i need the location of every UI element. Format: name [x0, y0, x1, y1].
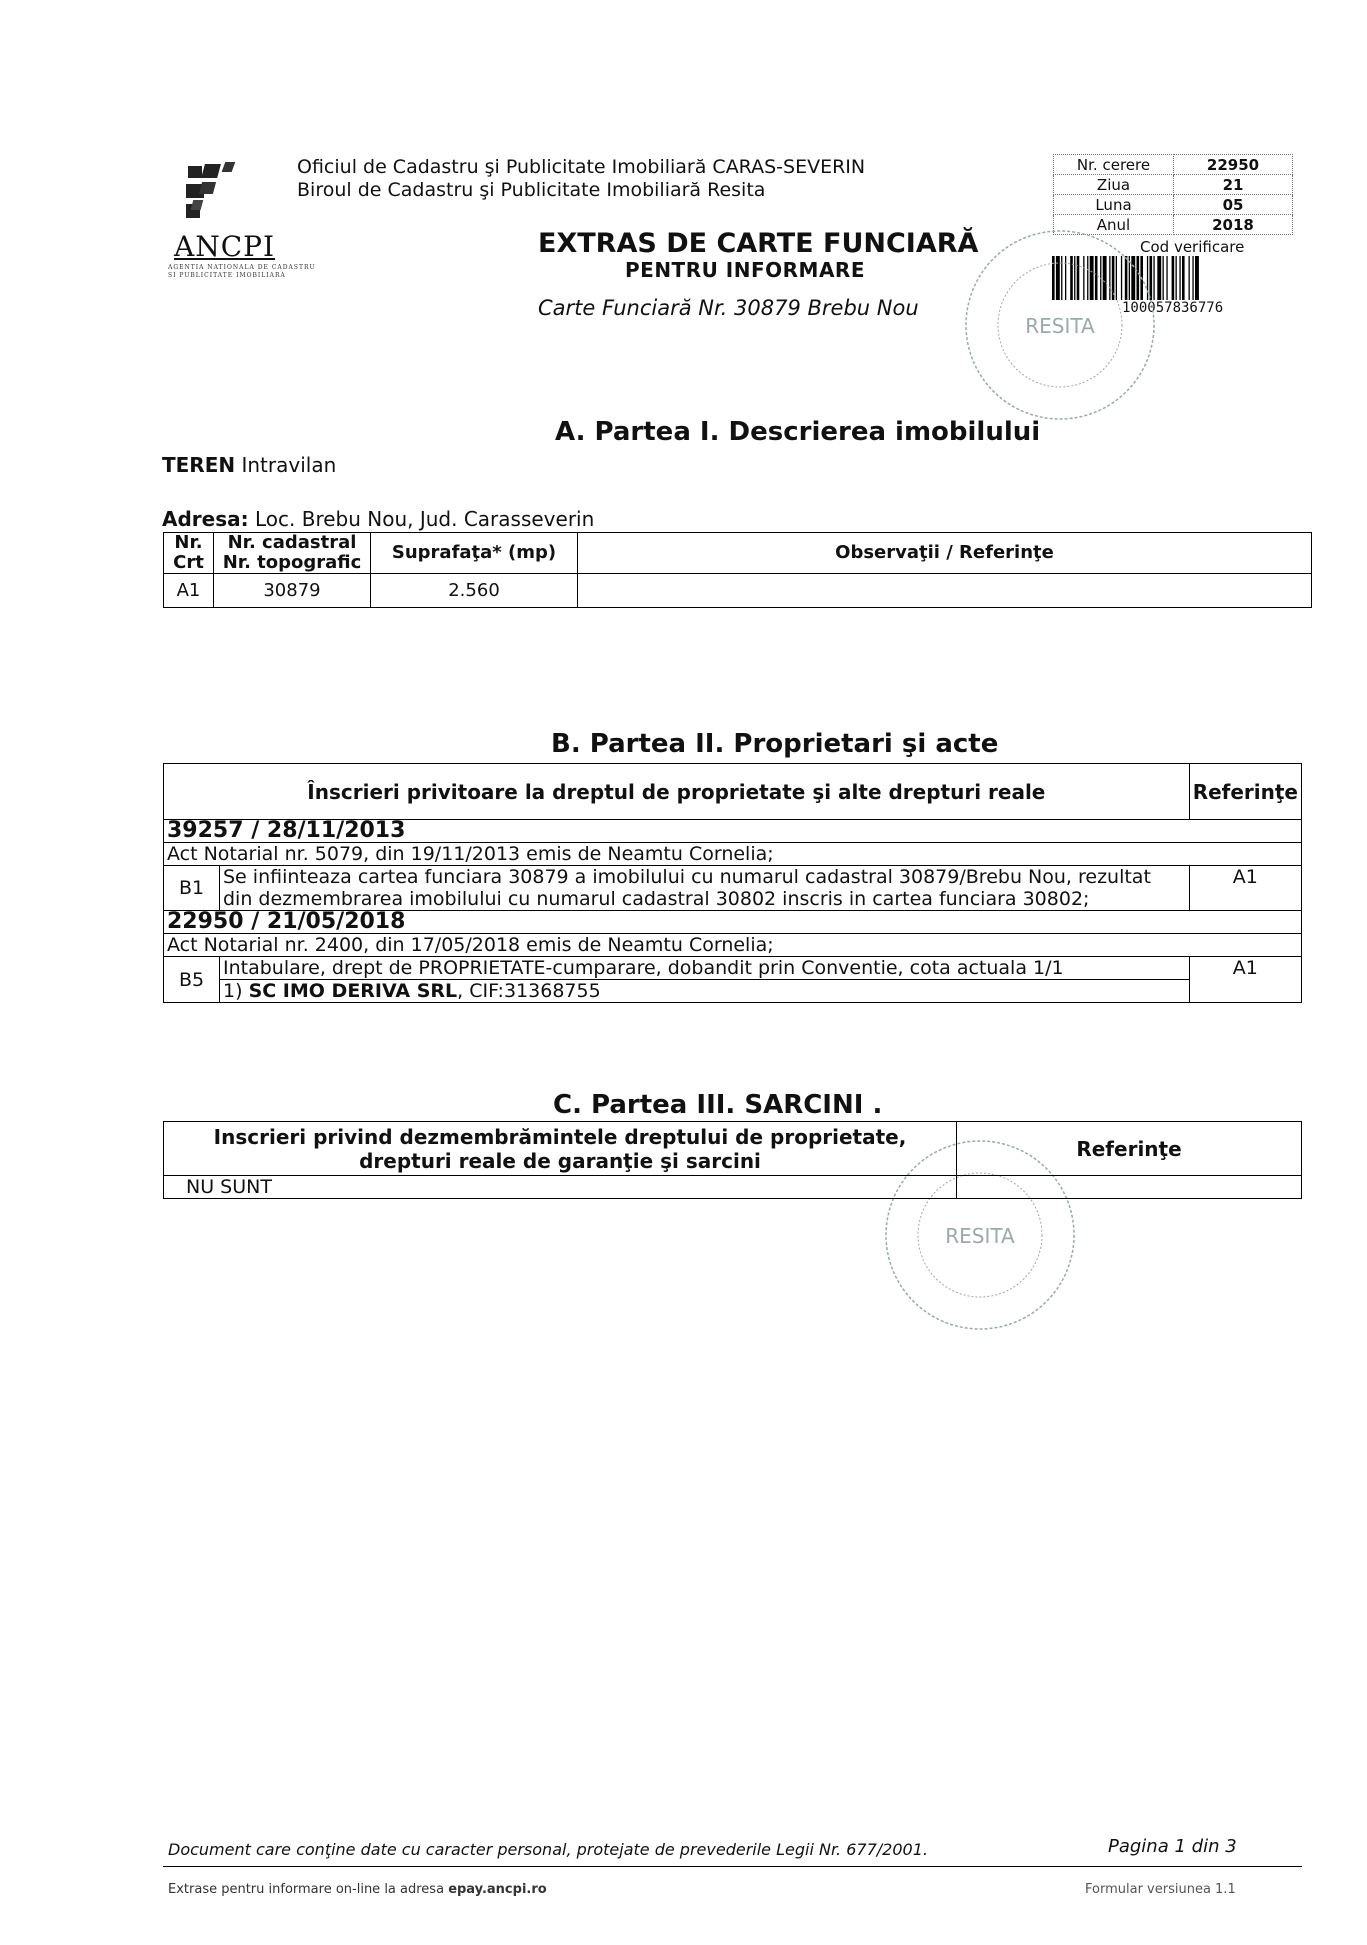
col-entries: Înscrieri privitoare la dreptul de proprietate şi alte drepturi reale [164, 764, 1190, 820]
entry-reference: A1 [1189, 866, 1301, 911]
act-row [164, 934, 1302, 957]
registration-row [164, 820, 1302, 843]
act-description: Act Notarial nr. 5079, din 19/11/2013 emis de Neamtu Cornelia; [164, 843, 1302, 866]
document-subtitle: PENTRU INFORMARE [625, 258, 865, 282]
property-table [163, 532, 1312, 608]
office-line-2: Biroul de Cadastru şi Publicitate Imobiliară Resita [297, 179, 766, 201]
address-value: Loc. Brebu Nou, Jud. Carasseverin [254, 507, 595, 531]
ancpi-logo [168, 160, 318, 290]
col-cadastral-label: Nr. cadastral [227, 532, 357, 553]
footer-url-line [168, 1882, 547, 1897]
request-value: 2018 [1174, 215, 1293, 235]
footer-url-prefix: Extrase pentru informare on-line la adresa [168, 1882, 445, 1897]
document-title: EXTRAS DE CARTE FUNCIARĂ [538, 228, 979, 259]
request-value: 05 [1174, 195, 1293, 215]
entry-reference: A1 [1189, 957, 1301, 1003]
owner-name: SC IMO DERIVA SRL [248, 980, 458, 1002]
entry-number: B1 [164, 866, 220, 911]
cell-observations [578, 574, 1312, 608]
col-encumbrances-line-1: Inscrieri privind dezmembrămintele dreptului de proprietate, [213, 1124, 907, 1149]
ancpi-logo-icon [178, 160, 268, 230]
owner-cif: , CIF:31368755 [457, 980, 601, 1002]
registration-number: 22950 / 21/05/2018 [164, 911, 1302, 934]
land-type [162, 453, 336, 477]
part1-title: A. Partea I. Descrierea imobilului [555, 417, 1041, 447]
owner [220, 980, 1190, 1003]
part2-title: B. Partea II. Proprietari şi acte [551, 729, 999, 759]
logo-subtext: AGENTIA NATIONALA DE CADASTRU SI PUBLICITATE IMOBILIARA [168, 264, 316, 279]
col-area: Suprafaţa* (mp) [371, 533, 578, 574]
encumbrances-table [163, 1121, 1302, 1199]
table-row [164, 574, 1312, 608]
stamp-inner-text: RESITA [945, 1224, 1015, 1248]
stamp-inner-text: RESITA [1025, 314, 1095, 338]
footer-note: Document care conţine date cu caracter personal, protejate de prevederile Legii Nr. 677/2001. [168, 1840, 928, 1859]
act-row [164, 843, 1302, 866]
logo-text: ANCPI [174, 230, 276, 263]
footer-url-link[interactable]: epay.ancpi.ro [448, 1882, 547, 1897]
col-encumbrances [164, 1122, 957, 1176]
request-label: Nr. cerere [1054, 155, 1174, 175]
address-label: Adresa: [162, 507, 249, 531]
col-observations: Observaţii / Referinţe [578, 533, 1312, 574]
encumbrances-table-header [164, 1122, 1302, 1176]
office-info [297, 156, 865, 202]
page-indicator: Pagina 1 din 3 [1108, 1836, 1237, 1857]
cf-number: Carte Funciară Nr. 30879 Brebu Nou [538, 296, 919, 320]
request-value: 22950 [1174, 155, 1293, 175]
land-type-bold: TEREN [162, 453, 236, 477]
barcode-number: 100057836776 [1122, 300, 1224, 316]
entry-row [164, 957, 1302, 980]
owner-row [164, 980, 1302, 1003]
entry-text: Intabulare, drept de PROPRIETATE-cumparare, dobandit prin Conventie, cota actuala 1/1 [220, 957, 1190, 980]
cell-cadastral: 30879 [214, 574, 371, 608]
ownership-table [163, 763, 1302, 1003]
office-line-1: Oficiul de Cadastru şi Publicitate Imobiliară CARAS-SEVERIN [297, 156, 866, 178]
encumbrances-value: NU SUNT [164, 1176, 957, 1199]
table-row [164, 1176, 1302, 1199]
col-references: Referinţe [957, 1122, 1302, 1176]
col-cadastral [214, 533, 371, 574]
office-stamp-icon [960, 225, 1160, 425]
ownership-table-header [164, 764, 1302, 820]
property-table-header [164, 533, 1312, 574]
request-row [1054, 175, 1293, 195]
col-references: Referinţe [1189, 764, 1301, 820]
registration-number: 39257 / 28/11/2013 [164, 820, 1302, 843]
cell-area: 2.560 [371, 574, 578, 608]
entry-row [164, 866, 1302, 911]
footer-divider [163, 1866, 1302, 1867]
request-label: Ziua [1054, 175, 1174, 195]
col-nr-crt [164, 533, 214, 574]
entry-text: Se infiinteaza cartea funciara 30879 a imobilului cu numarul cadastral 30879/Brebu Nou, rezultat din dezmembrarea imobilului cu numarul cadastral 30802 inscris in cartea funciara 30802; [220, 866, 1190, 911]
verification-label: Cod verificare [1140, 238, 1245, 256]
request-row [1054, 155, 1293, 175]
form-version: Formular versiunea 1.1 [1085, 1882, 1236, 1897]
cell-nr: A1 [164, 574, 214, 608]
request-value: 21 [1174, 175, 1293, 195]
request-label: Luna [1054, 195, 1174, 215]
request-row [1054, 195, 1293, 215]
entry-number: B5 [164, 957, 220, 1003]
act-description: Act Notarial nr. 2400, din 17/05/2018 emis de Neamtu Cornelia; [164, 934, 1302, 957]
col-nr: Nr. [174, 532, 203, 553]
registration-row [164, 911, 1302, 934]
col-encumbrances-line-2: drepturi reale de garanţie şi sarcini [359, 1148, 761, 1173]
request-label: Anul [1054, 215, 1174, 235]
encumbrances-ref [957, 1176, 1302, 1199]
address [162, 507, 594, 531]
land-type-rest: Intravilan [241, 453, 337, 477]
owner-prefix: 1) [223, 980, 243, 1002]
col-crt: Crt [173, 552, 204, 573]
request-info-box [1053, 154, 1293, 235]
col-topografic-label: Nr. topografic [222, 552, 362, 573]
part3-title: C. Partea III. SARCINI . [553, 1090, 883, 1120]
